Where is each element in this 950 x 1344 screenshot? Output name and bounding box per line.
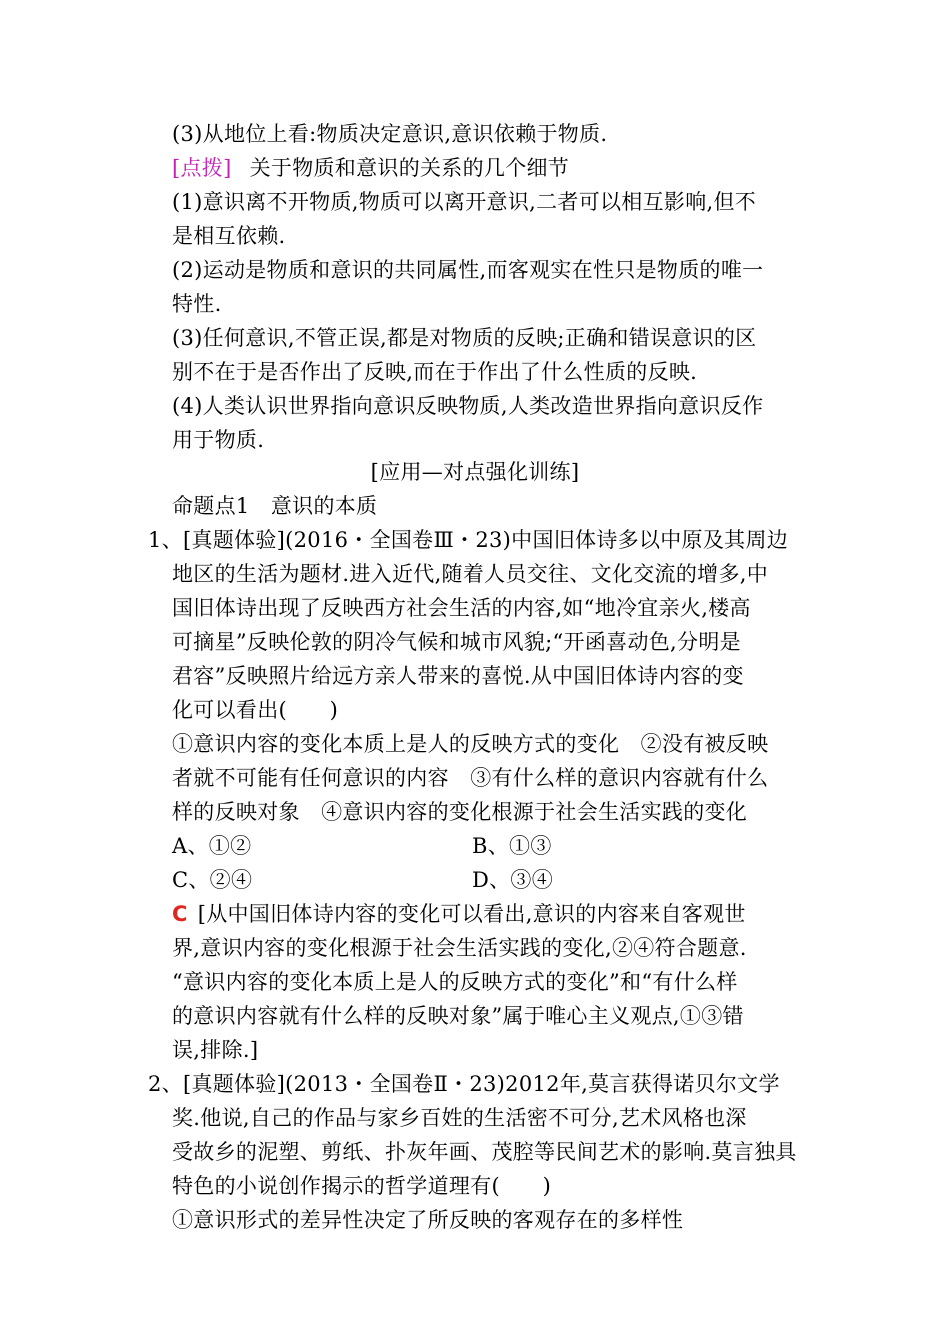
text-line: (3)任何意识,不管正误,都是对物质的反映;正确和错误意识的区 [172,326,757,350]
analysis-line: 误,排除.] [172,1038,259,1062]
question-2-line: ①意识形式的差异性决定了所反映的客观存在的多样性 [172,1208,684,1232]
section-title: [应用—对点强化训练] [370,460,580,484]
question-1-line: 化可以看出( ) [172,698,339,722]
topic-heading: 命题点1 意识的本质 [172,494,378,518]
question-1-line: 君容”反映照片给远方亲人带来的喜悦.从中国旧体诗内容的变 [172,664,744,688]
text-line: 别不在于是否作出了反映,而在于作出了什么性质的反映. [172,360,698,384]
question-1-line: ①意识内容的变化本质上是人的反映方式的变化 ②没有被反映 [172,732,769,756]
question-1-line: 可摘星”反映伦敦的阴冷气候和城市风貌;“开函喜动色,分明是 [172,630,741,654]
option-b: B、①③ [472,834,552,858]
question-2-line: 特色的小说创作揭示的哲学道理有( ) [172,1174,552,1198]
option-a: A、①② [172,834,252,858]
question-2-line: 奖.他说,自己的作品与家乡百姓的生活密不可分,艺术风格也深 [172,1106,747,1130]
text-line: (2)运动是物质和意识的共同属性,而客观实在性只是物质的唯一 [172,258,764,282]
analysis-line: 的意识内容就有什么样的反映对象”属于唯心主义观点,①③错 [172,1004,744,1028]
option-d: D、③④ [472,868,554,892]
question-2-line: 受故乡的泥塑、剪纸、扑灰年画、茂腔等民间艺术的影响.莫言独具 [172,1140,797,1164]
text-line: 用于物质. [172,428,265,452]
answer-letter: C [172,902,188,926]
question-1-line: 样的反映对象 ④意识内容的变化根源于社会生活实践的变化 [172,800,748,824]
text-line: (4)人类认识世界指向意识反映物质,人类改造世界指向意识反作 [172,394,764,418]
options-row [172,864,772,896]
text-line: 是相互依赖. [172,224,286,248]
question-1-line: 1、[真题体验](2016・全国卷Ⅲ・23)中国旧体诗多以中原及其周边 [148,528,789,552]
analysis-line: [从中国旧体诗内容的变化可以看出,意识的内容来自客观世 [197,902,746,926]
question-2-line: 2、[真题体验](2013・全国卷Ⅱ・23)2012年,莫言获得诺贝尔文学 [148,1072,780,1096]
tip-title: 关于物质和意识的关系的几个细节 [249,156,570,180]
text-line: 特性. [172,292,222,316]
analysis-line: 界,意识内容的变化根源于社会生活实践的变化,②④符合题意. [172,936,747,960]
tip-heading [172,152,569,184]
analysis-line: “意识内容的变化本质上是人的反映方式的变化”和“有什么样 [172,970,738,994]
question-1-line: 者就不可能有任何意识的内容 ③有什么样的意识内容就有什么 [172,766,769,790]
options-row [172,830,772,862]
text-line: (3)从地位上看:物质决定意识,意识依赖于物质. [172,122,608,146]
question-1-line: 国旧体诗出现了反映西方社会生活的内容,如“地冷宜亲火,楼高 [172,596,751,620]
option-c: C、②④ [172,868,253,892]
tip-tag: [点拨] [172,156,232,180]
question-1-line: 地区的生活为题材.进入近代,随着人员交往、文化交流的增多,中 [172,562,769,586]
text-line: (1)意识离不开物质,物质可以离开意识,二者可以相互影响,但不 [172,190,757,214]
answer-line [172,898,746,930]
